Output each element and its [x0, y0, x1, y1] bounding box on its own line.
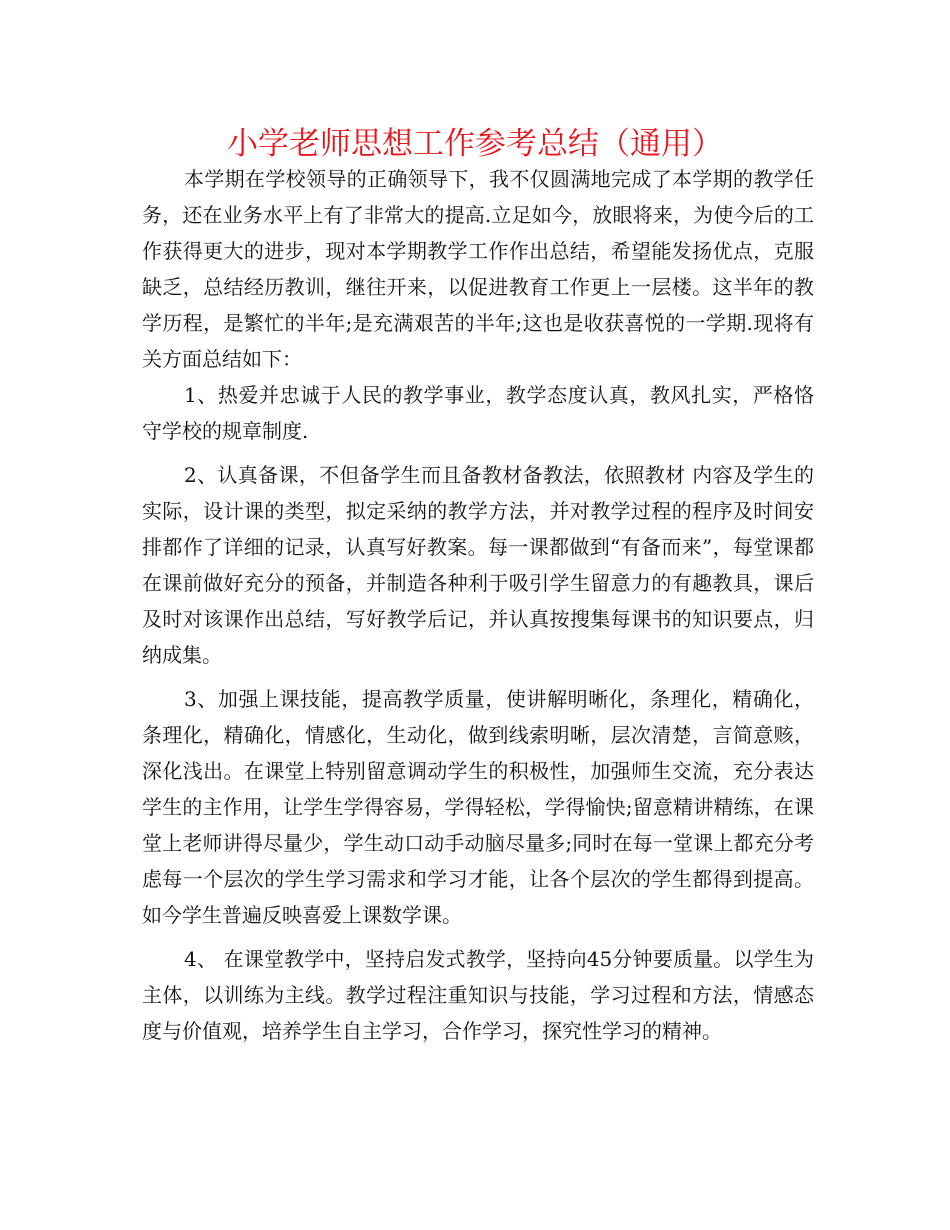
- document-body: [142, 161, 814, 1057]
- document-title: 小学老师思想工作参考总结（通用）: [227, 126, 723, 162]
- point-3-paragraph: 3、加强上课技能，提高教学质量，使讲解明晰化，条理化，精确化，条理化，精确化，情感化，生动化，做到线索明晰，层次清楚，言简意赅，深化浅出。在课堂上特别留意调动学生的积极性，加强师生交流，充分表达学生的主作用，让学生学得容易，学得轻松，学得愉快;留意精讲精练，在课堂上老师讲得尽量少，学生动口动手动脑尽量多;同时在每一堂课上都充分考虑每一个层次的学生学习需求和学习才能，让各个层次的学生都得到提高。如今学生普遍反映喜爱上课数学课。: [142, 687, 814, 927]
- point-4-paragraph: 4、 在课堂教学中，坚持启发式教学，坚持向45分钟要质量。以学生为主体，以训练为主线。教学过程注重知识与技能，学习过程和方法，情感态度与价值观，培养学生自主学习，合作学习，探究性学习的精神。: [142, 947, 814, 1043]
- point-2-paragraph: 2、认真备课，不但备学生而且备教材备教法，依照教材 内容及学生的实际，设计课的类型，拟定采纳的教学方法，并对教学过程的程序及时间安排都作了详细的记录，认真写好教案。每一课都做到“有备而来”，每堂课都在课前做好充分的预备，并制造各种利于吸引学生留意力的有趣教具，课后及时对该课作出总结，写好教学后记，并认真按搜集每课书的知识要点，归纳成集。: [142, 463, 814, 667]
- point-1-paragraph: 1、热爱并忠诚于人民的教学事业，教学态度认真，教风扎实，严格恪守学校的规章制度.: [142, 383, 814, 443]
- intro-paragraph: 本学期在学校领导的正确领导下，我不仅圆满地完成了本学期的教学任务，还在业务水平上有了非常大的提高.立足如今，放眼将来，为使今后的工作获得更大的进步，现对本学期教学工作作出总结，希望能发扬优点，克服缺乏，总结经历教训，继往开来，以促进教育工作更上一层楼。这半年的教学历程，是繁忙的半年;是充满艰苦的半年;这也是收获喜悦的一学期.现将有关方面总结如下：: [142, 167, 814, 371]
